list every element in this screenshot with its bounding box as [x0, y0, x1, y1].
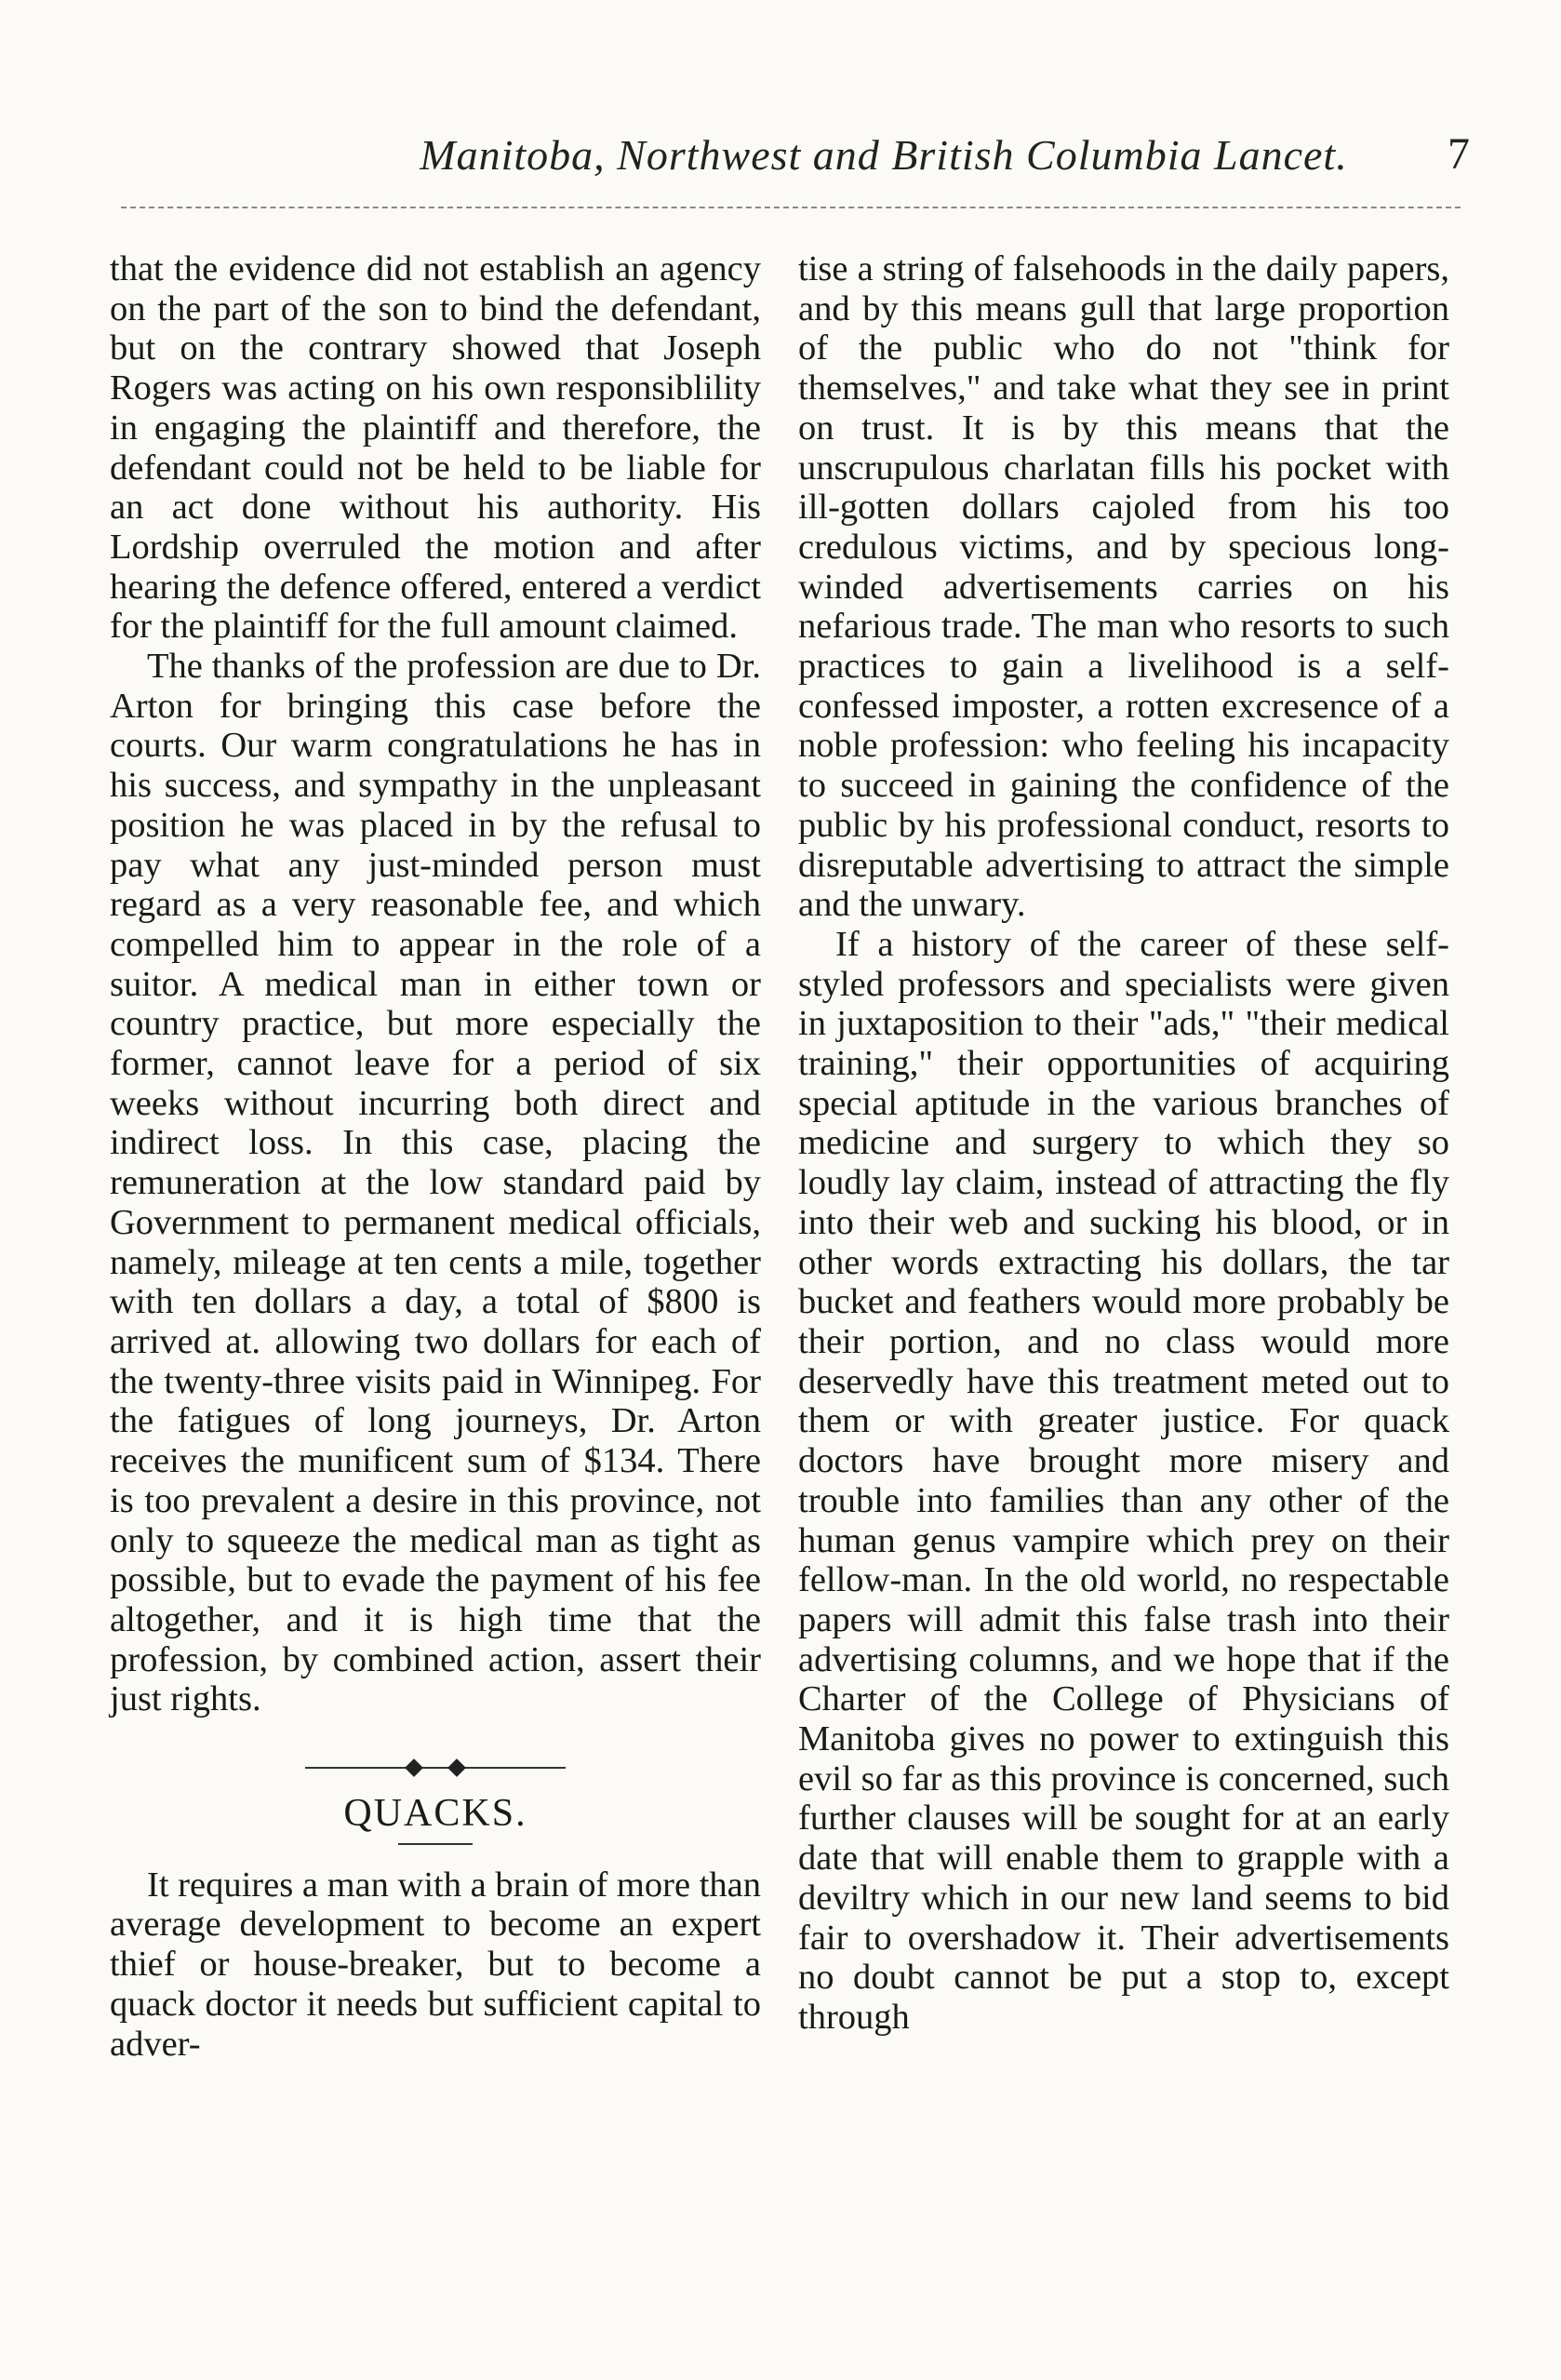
section-heading: QUACKS. — [343, 1792, 527, 1836]
left-column — [110, 249, 761, 2064]
right-paragraph-2: If a history of the career of these self-styled professors and specialists were given in juxtaposition to their "ads," "their medical training," their opportunities of acquiring special aptitude in the various branches of medicine and surgery to which they so loudly lay claim, instead of attracting the fly into their web and sucking his blood, or in other words extracting his dollars, the tar bucket and feathers would more probably be their portion, and no class would more deservedly have this treatment meted out to them or with greater justice. For quack doctors have brought more misery and trouble into families than any other of the human genus vampire which prey on their fellow-man. In the old world, no respectable papers will admit this false trash into their advertising columns, and we hope that if the Charter of the College of Physicians of Manitoba gives no power to extinguish this evil so far as this province is concerned, such further clauses will be sought for at an early date that will enable them to grapple with a deviltry which in our new land seems to bid fair to overshadow it. Their advertisements no doubt cannot be put a stop to, except through — [798, 924, 1449, 2037]
right-column — [798, 249, 1449, 2038]
right-paragraph-1: tise a string of falsehoods in the daily papers, and by this means gull that large proportion of the public who do not "think for themselves," and take what they see in print on trust. It is by this means that the unscrupulous charlatan fills his pocket with ill-gotten dollars cajoled from his too credulous victims, and by specious long-winded advertisements carries on his nefarious trade. The man who resorts to such practices to gain a livelihood is a self-confessed imposter, a rotten excresence of a noble profession: who feeling his incapacity to succeed in gaining the confidence of the public by his professional conduct, resorts to disreputable advertising to attract the simple and the unwary. — [798, 249, 1449, 925]
left-paragraph-3: It requires a man with a brain of more than average development to become an expert thief or house-breaker, but to become a quack doctor it needs but sufficient capital to adver- — [110, 1865, 761, 2064]
heading-underline — [398, 1843, 473, 1845]
section-divider-ornament — [305, 1758, 566, 1777]
header-rule — [121, 207, 1461, 208]
left-paragraph-2: The thanks of the profession are due to Dr. Arton for bringing this case before the courts. Our warm congratulations he has in his success, and sympathy in the unpleasant position he was placed in by the refusal to pay what any just-minded person must regard as a very reasonable fee, and which compelled him to appear in the role of a suitor. A medical man in either town or country practice, but more especially the former, cannot leave for a period of six weeks without incurring both direct and indirect loss. In this case, placing the remuneration at the low standard paid by Government to permanent medical officials, namely, mileage at ten cents a mile, together with ten dollars a day, a total of $800 is arrived at. allowing two dollars for each of the twenty-three visits paid in Winnipeg. For the fatigues of long journeys, Dr. Arton receives the munificent sum of $134. There is too prevalent a desire in this province, not only to squeeze the medical man as tight as possible, but to evade the payment of his fee altogether, and it is high time that the profession, by combined action, assert their just rights. — [110, 647, 761, 1719]
page-number: 7 — [1448, 129, 1470, 179]
running-title: Manitoba, Northwest and British Columbia Lancet. — [420, 131, 1348, 179]
left-paragraph-1: that the evidence did not establish an agency on the part of the son to bind the defendant, but on the contrary showed that Joseph Rogers was acting on his own responsiblility in engaging the plaintiff and therefore, the defendant could not be held to be liable for an act done without his authority. His Lordship overruled the motion and after hearing the defence offered, entered a verdict for the plaintiff for the full amount claimed. — [110, 249, 761, 647]
